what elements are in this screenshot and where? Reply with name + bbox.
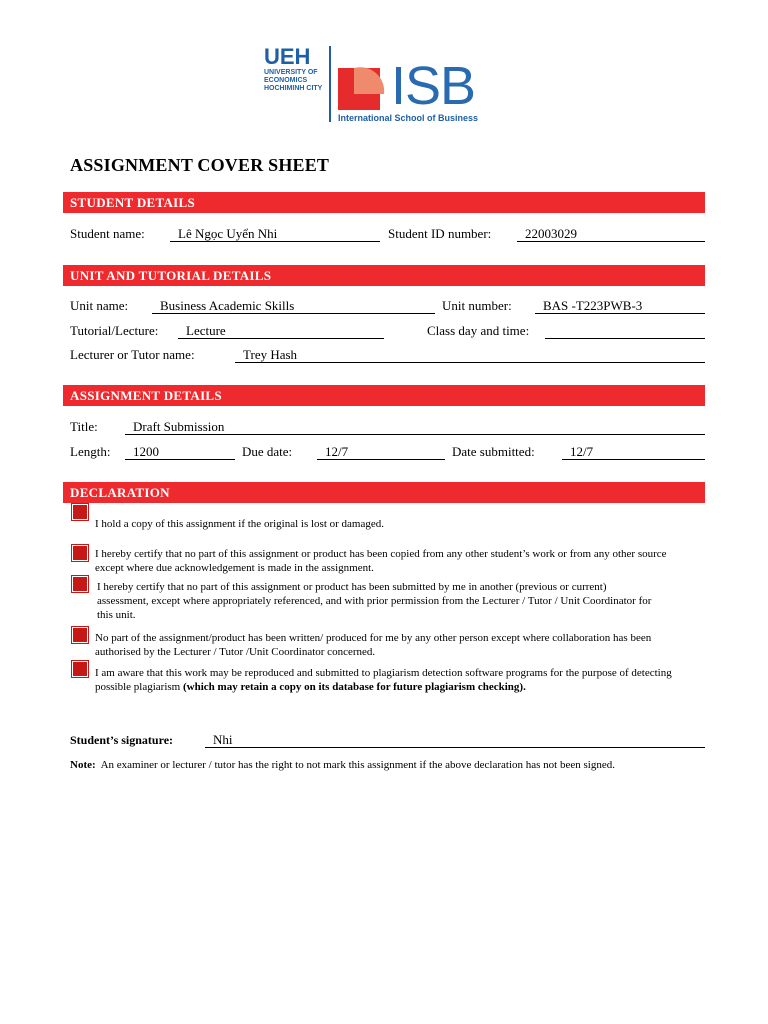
declaration-item-5-text: I am aware that this work may be reproduced and submitted to plagiarism detection software programs for the purpose of detecting possible plagiarism (95, 667, 672, 693)
due-date-label: Due date: (242, 444, 293, 459)
declaration-checkbox-1[interactable] (72, 504, 88, 520)
date-submitted-label: Date submitted: (452, 444, 535, 459)
unit-name-field[interactable]: Business Academic Skills (152, 297, 435, 314)
due-date-field[interactable]: 12/7 (317, 443, 445, 460)
tutorial-label: Tutorial/Lecture: (70, 323, 159, 338)
declaration-item-2: I hereby certify that no part of this assignment or product has been copied from any other student’s work or from any other source except where due acknowledgement is made in the assignment. (95, 548, 667, 574)
signature-field[interactable]: Nhi (205, 731, 705, 748)
section-header-declaration: DECLARATION (63, 482, 705, 503)
note-label: Note: (70, 759, 96, 771)
lecturer-field[interactable]: Trey Hash (235, 346, 705, 363)
section-header-unit: UNIT AND TUTORIAL DETAILS (63, 265, 705, 286)
isb-logo-text: ISB (391, 56, 476, 116)
declaration-item-1: I hold a copy of this assignment if the original is lost or damaged. (95, 518, 385, 530)
declaration-item-5 (95, 666, 675, 694)
section-header-student: STUDENT DETAILS (63, 192, 705, 213)
assignment-title-field[interactable]: Draft Submission (125, 418, 705, 435)
student-name-field[interactable]: Lê Ngọc Uyển Nhi (170, 225, 380, 242)
declaration-checkbox-3[interactable] (72, 576, 88, 592)
declaration-checkbox-4[interactable] (72, 627, 88, 643)
ueh-logo-subtext: UNIVERSITY OF ECONOMICS HOCHIMINH CITY (264, 69, 323, 92)
isb-logo-subtext: International School of Business (338, 113, 479, 123)
length-field[interactable]: 1200 (125, 443, 235, 460)
lecturer-label: Lecturer or Tutor name: (70, 347, 195, 362)
section-header-assignment: ASSIGNMENT DETAILS (63, 385, 705, 406)
ueh-logo-text: UEH (264, 44, 311, 69)
declaration-item-4: No part of the assignment/product has been written/ produced for me by any other person except where collaboration has been authorised by the Lecturer / Tutor /Unit Coordinator concerned. (95, 632, 652, 658)
student-id-field[interactable]: 22003029 (517, 225, 705, 242)
tutorial-field[interactable]: Lecture (178, 322, 384, 339)
unit-name-label: Unit name: (70, 298, 129, 313)
length-label: Length: (70, 444, 111, 459)
unit-number-field[interactable]: BAS -T223PWB-3 (535, 297, 705, 314)
logo-divider (329, 46, 331, 122)
declaration-checkbox-2[interactable] (72, 545, 88, 561)
ueh-logo (264, 46, 326, 98)
signature-label: Student’s signature: (70, 733, 174, 747)
student-id-label: Student ID number: (388, 226, 492, 241)
unit-number-label: Unit number: (442, 298, 512, 313)
note (70, 758, 700, 773)
note-text: An examiner or lecturer / tutor has the right to not mark this assignment if the above declaration has not been signed. (100, 759, 615, 771)
declaration-item-5-bold: (which may retain a copy on its database for future plagiarism checking). (183, 681, 526, 693)
class-day-time-field[interactable] (545, 322, 705, 339)
page-title: ASSIGNMENT COVER SHEET (70, 155, 330, 175)
assignment-title-label: Title: (70, 419, 98, 434)
isb-logo-mark-icon (338, 64, 386, 110)
declaration-checkbox-5[interactable] (72, 661, 88, 677)
declaration-item-3: I hereby certify that no part of this assignment or product has been submitted by me in another (previous or current) assessment, except where appropriately referenced, and with prior permission from the Lecturer / Tutor / Unit Coordinator for this unit. (97, 581, 652, 621)
date-submitted-field[interactable]: 12/7 (562, 443, 705, 460)
student-name-label: Student name: (70, 226, 145, 241)
class-day-time-label: Class day and time: (427, 323, 530, 338)
